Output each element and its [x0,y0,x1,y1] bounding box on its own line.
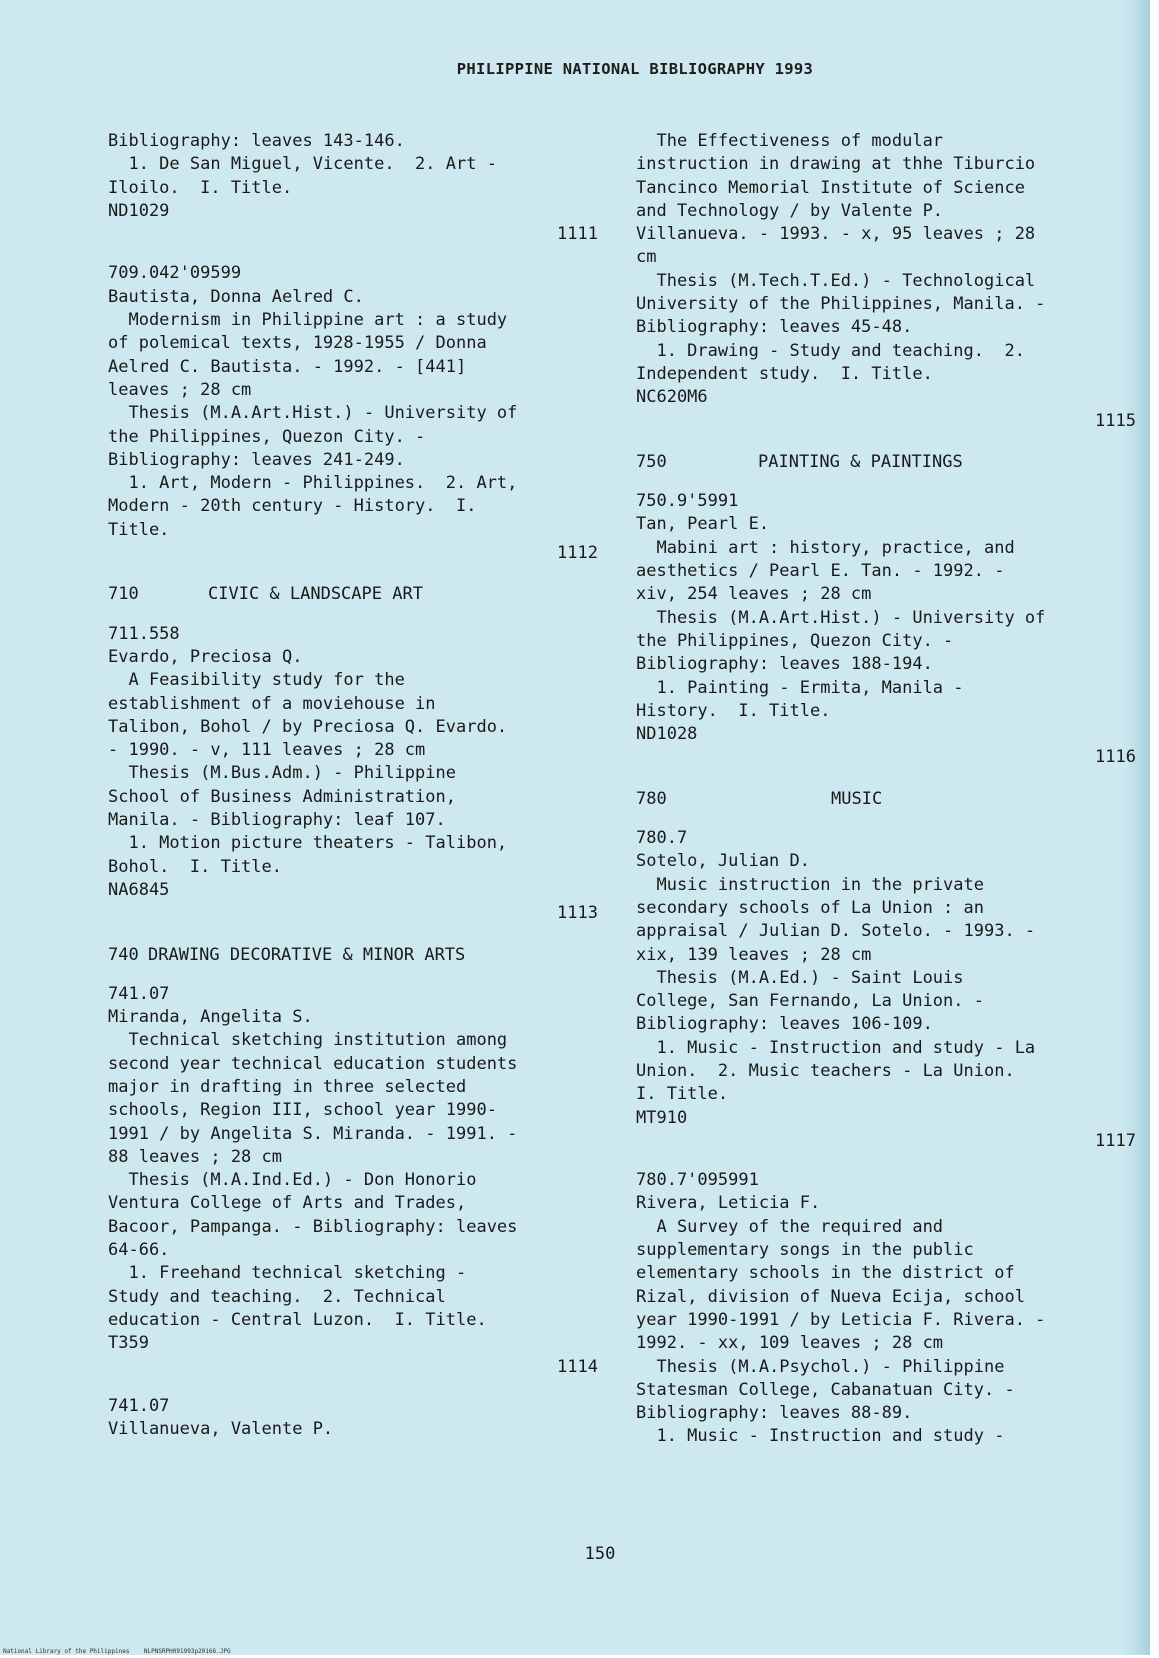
entry-line: secondary schools of La Union : an [636,897,984,918]
author: Tan, Pearl E. [636,514,770,535]
entry-line: Union. 2. Music teachers - La Union. [636,1060,1015,1081]
entry-line: 64-66. [108,1240,170,1261]
section-heading [636,451,1136,474]
section-title: MUSIC [831,788,883,809]
entry-line: Iloilo. I. Title. [108,177,293,198]
entry-line: - 1990. - v, 111 leaves ; 28 cm [108,740,426,761]
entry-1114 [108,983,598,1379]
entry-line: School of Business Administration, [108,786,456,807]
entry-line: xiv, 254 leaves ; 28 cm [636,584,872,605]
entry-line: 1. Music - Instruction and study - La [636,1037,1036,1058]
entry-1110-continuation [108,130,598,246]
entry-line: year 1990-1991 / by Leticia F. Rivera. - [636,1309,1046,1330]
entry-line: University of the Philippines, Manila. - [636,294,1046,315]
author: Sotelo, Julian D. [636,851,810,872]
entry-line: Bohol. I. Title. [108,856,282,877]
entry-line: 1991 / by Angelita S. Miranda. - 1991. - [108,1123,518,1144]
entry-line: Study and teaching. 2. Technical [108,1286,446,1307]
entry-line: Statesman College, Cabanatuan City. - [636,1379,1015,1400]
entry-line: Mabini art : history, practice, and [636,537,1015,558]
entry-1115-continuation [636,130,1136,433]
entry-line: The Effectiveness of modular [636,131,944,151]
entry-line: and Technology / by Valente P. [636,200,944,221]
class-number: 741.07 [108,983,170,1004]
entry-line: Thesis (M.A.Ind.Ed.) - Don Honorio [108,1170,477,1191]
call-number: ND1029 [108,200,170,221]
entry-line: Manila. - Bibliography: leaf 107. [108,810,446,831]
entry-line: Music instruction in the private [636,874,984,895]
entry-line: Title. [108,519,170,540]
entry-line: Thesis (M.Bus.Adm.) - Philippine [108,763,456,784]
entry-line: Bibliography: leaves 188-194. [636,654,933,675]
entry-number: 1113 [557,903,598,924]
entry-line: Thesis (M.Tech.T.Ed.) - Technological [636,270,1036,291]
entry-line: 1. Freehand technical sketching - [108,1263,467,1284]
entry-line: 1. Painting - Ermita, Manila - [636,677,964,698]
entry-line: Modernism in Philippine art : a study [108,310,508,331]
entry-line: leaves ; 28 cm [108,379,252,400]
entry-number: 1112 [557,543,598,564]
section-title: PAINTING & PAINTINGS [758,451,963,472]
section-heading [108,583,598,606]
section-number: 750 [636,451,667,472]
entry-line: Bibliography: leaves 241-249. [108,449,405,470]
entry-line: aesthetics / Pearl E. Tan. - 1992. - [636,561,1005,582]
entry-line: College, San Fernando, La Union. - [636,991,984,1012]
entry-line: the Philippines, Quezon City. - [108,426,426,447]
entry-1117 [636,827,1136,1153]
entry-line: Thesis (M.A.Art.Hist.) - University of [108,403,518,424]
author: Rivera, Leticia F. [636,1193,821,1214]
entry-line: 88 leaves ; 28 cm [108,1146,282,1167]
entry-line: Thesis (M.A.Ed.) - Saint Louis [636,967,964,988]
entry-line: second year technical education students [108,1053,518,1074]
call-number: T359 [108,1333,149,1354]
entry-line: A Feasibility study for the [108,670,405,691]
section-number: 780 [636,788,667,809]
entry-line: 1. Motion picture theaters - Talibon, [108,833,508,854]
class-number: 780.7 [636,828,688,849]
entry-line: 1. Art, Modern - Philippines. 2. Art, [108,473,518,494]
entry-line: Rizal, division of Nueva Ecija, school [636,1286,1025,1307]
entry-1116 [636,490,1136,770]
entry-line: Thesis (M.A.Psychol.) - Philippine [636,1356,1005,1377]
entry-line: establishment of a moviehouse in [108,693,436,714]
entry-line: xix, 139 leaves ; 28 cm [636,944,872,965]
entry-line: Aelred C. Bautista. - 1992. - [441] [108,356,467,377]
section-heading [636,788,1136,811]
call-number: MT910 [636,1107,688,1128]
entry-number: 1116 [1095,747,1136,768]
section-number: 740 [108,944,139,965]
class-number: 741.07 [108,1395,170,1416]
call-number: NA6845 [108,879,170,900]
section-heading [108,944,598,967]
class-number: 711.558 [108,623,180,644]
entry-line: Bibliography: leaves 143-146. [108,131,405,151]
entry-number: 1111 [557,224,598,245]
entry-1118-start [636,1169,1136,1449]
entry-line: instruction in drawing at thhe Tiburcio [636,154,1036,175]
section-number: 710 [108,584,139,605]
entry-line: the Philippines, Quezon City. - [636,630,954,651]
entry-line: Villanueva. - 1993. - x, 95 leaves ; 28 [636,224,1036,245]
entry-line: History. I. Title. [636,700,831,721]
call-number: ND1028 [636,724,698,745]
author: Evardo, Preciosa Q. [108,646,303,667]
entry-line: Bibliography: leaves 106-109. [636,1014,933,1035]
entry-line: Talibon, Bohol / by Preciosa Q. Evardo. [108,716,508,737]
running-header: PHILIPPINE NATIONAL BIBLIOGRAPHY 1993 [456,60,814,78]
entry-line: Bibliography: leaves 88-89. [636,1403,913,1424]
entry-line: 1992. - xx, 109 leaves ; 28 cm [636,1333,944,1354]
left-column [108,130,598,1441]
entry-line: of polemical texts, 1928-1955 / Donna [108,333,487,354]
entry-line: Thesis (M.A.Art.Hist.) - University of [636,607,1046,628]
entry-1113 [108,623,598,926]
entry-1115-start [108,1395,598,1442]
section-title: CIVIC & LANDSCAPE ART [208,584,423,605]
entry-line: Ventura College of Arts and Trades, [108,1193,467,1214]
author: Bautista, Donna Aelred C. [108,286,364,307]
entry-1112 [108,262,598,565]
page-number: 150 [584,1544,616,1564]
entry-line: supplementary songs in the public [636,1240,974,1261]
right-column [636,130,1136,1449]
entry-line: 1. Drawing - Study and teaching. 2. [636,340,1025,361]
section-title: DRAWING DECORATIVE & MINOR ARTS [148,944,466,965]
entry-line: 1. De San Miguel, Vicente. 2. Art - [108,154,497,175]
entry-line: A Survey of the required and [636,1216,944,1237]
entry-line: elementary schools in the district of [636,1263,1015,1284]
entry-line: cm [636,247,657,268]
entry-line: Technical sketching institution among [108,1030,508,1051]
author: Miranda, Angelita S. [108,1007,313,1028]
entry-line: Bibliography: leaves 45-48. [636,317,913,338]
entry-line: I. Title. [636,1084,729,1105]
entry-line: 1. Music - Instruction and study - [636,1426,1005,1447]
entry-number: 1117 [1095,1130,1136,1151]
entry-line: appraisal / Julian D. Sotelo. - 1993. - [636,921,1036,942]
class-number: 750.9'5991 [636,491,739,512]
entry-number: 1115 [1095,410,1136,431]
entry-line: schools, Region III, school year 1990- [108,1100,497,1121]
entry-line: Modern - 20th century - History. I. [108,496,477,517]
class-number: 709.042'09599 [108,263,242,284]
author: Villanueva, Valente P. [108,1419,334,1440]
entry-line: major in drafting in three selected [108,1076,467,1097]
scan-credit: National Library of the Philippines NLPNSRPH091993p20166.JPG [3,1648,231,1655]
class-number: 780.7'095991 [636,1170,759,1191]
entry-line: Tancinco Memorial Institute of Science [636,177,1025,198]
entry-line: Independent study. I. Title. [636,363,933,384]
entry-line: Bacoor, Pampanga. - Bibliography: leaves [108,1216,518,1237]
call-number: NC620M6 [636,387,708,408]
entry-number: 1114 [557,1356,598,1377]
entry-line: education - Central Luzon. I. Title. [108,1309,487,1330]
